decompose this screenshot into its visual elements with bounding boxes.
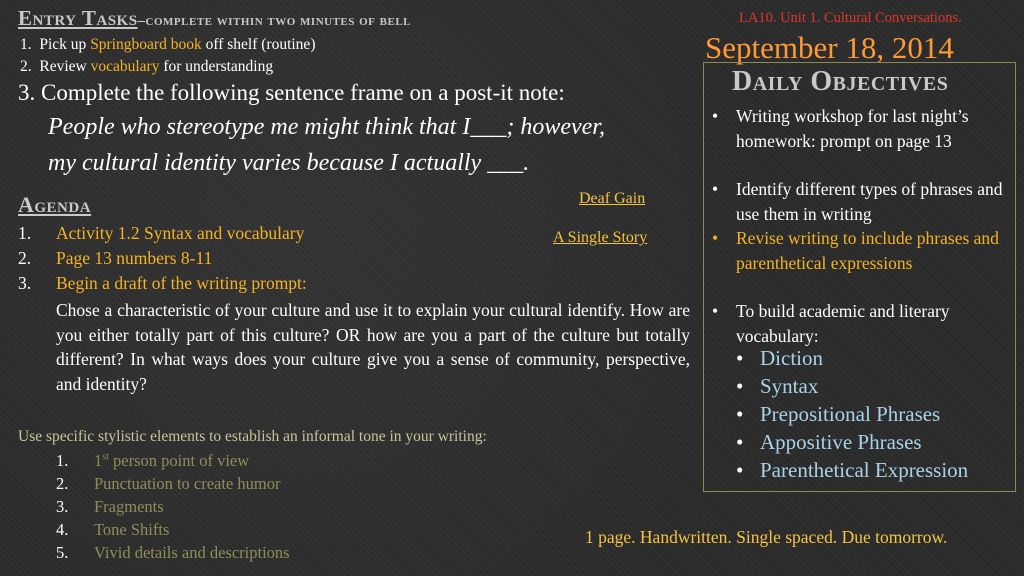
vocabulary-text: Syntax xyxy=(760,374,819,398)
element-number: 1. xyxy=(56,451,69,470)
date-title: September 18, 2014 xyxy=(705,30,954,65)
element-number: 3. xyxy=(56,497,69,516)
bullet-icon: • xyxy=(736,374,744,398)
element-text: Tone Shifts xyxy=(94,520,170,539)
sentence-frame-line-2: my cultural identity varies because I actually ___. xyxy=(48,150,530,176)
agenda-item-number: 1. xyxy=(18,223,32,243)
writing-prompt-body: Chose a characteristic of your culture and use it to explain your cultural identify. How are you either totally part of this culture? OR how are you a part of the culture but totally different? In what ways does your culture give you a sense of community, perspective, and identity? xyxy=(56,300,690,394)
entry-step-1 xyxy=(20,36,315,54)
assignment-note: 1 page. Handwritten. Single spaced. Due tomorrow. xyxy=(585,527,948,547)
entry-tasks-subtitle: –complete within two minutes of bell xyxy=(137,13,412,29)
element-number: 5. xyxy=(56,543,69,562)
step-text: Complete the following sentence frame on a post-it note: xyxy=(41,80,565,105)
vocabulary-text: Prepositional Phrases xyxy=(760,402,941,426)
step-number: 3. xyxy=(18,80,36,105)
bullet-icon: • xyxy=(712,106,719,126)
agenda-item-text: Begin a draft of the writing prompt: xyxy=(56,273,307,293)
element-text-sup: st xyxy=(102,451,109,463)
stylistic-intro: Use specific stylistic elements to establish an informal tone in your writing: xyxy=(18,428,487,445)
unit-label: LA10. Unit 1. Cultural Conversations. xyxy=(739,10,962,26)
step-text: for understanding xyxy=(159,58,274,75)
agenda-item-text: Page 13 numbers 8-11 xyxy=(56,248,213,268)
objective-item xyxy=(712,299,1012,348)
objective-item xyxy=(712,226,1012,275)
agenda-title: Agenda xyxy=(18,192,92,217)
vocabulary-item xyxy=(736,430,922,455)
vocabulary-item xyxy=(736,402,940,427)
sentence-frame-line-1: People who stereotype me might think that I___; however, xyxy=(48,114,605,140)
agenda-item-number: 2. xyxy=(18,248,32,268)
springboard-highlight: Springboard book xyxy=(90,36,202,53)
vocabulary-text: Diction xyxy=(760,346,823,370)
step-text: Review xyxy=(39,58,91,75)
objective-text: Revise writing to include phrases and parenthetical expressions xyxy=(736,228,999,273)
step-text: Pick up xyxy=(39,36,91,53)
objectives-title: Daily Objectives xyxy=(732,66,949,97)
element-text: Vivid details and descriptions xyxy=(94,543,290,562)
vocabulary-item xyxy=(736,458,968,483)
bullet-icon: • xyxy=(712,179,719,199)
vocabulary-item xyxy=(736,346,823,371)
entry-tasks-title: Entry Tasks xyxy=(18,6,138,30)
vocabulary-text: Parenthetical Expression xyxy=(760,458,969,482)
vocabulary-text: Appositive Phrases xyxy=(760,430,922,454)
element-number: 4. xyxy=(56,520,69,539)
element-text xyxy=(94,451,249,471)
bullet-icon: • xyxy=(736,346,744,370)
bullet-icon: • xyxy=(736,430,744,454)
entry-step-2 xyxy=(20,58,273,76)
vocabulary-highlight: vocabulary xyxy=(90,58,160,75)
objective-text: Writing workshop for last night’s homework: prompt on page 13 xyxy=(736,106,969,151)
step-number: 2. xyxy=(20,58,32,75)
bullet-icon: • xyxy=(712,301,719,321)
entry-tasks-heading xyxy=(18,6,411,31)
objective-text: Identify different types of phrases and use them in writing xyxy=(736,179,1003,224)
objective-text: To build academic and literary vocabulary: xyxy=(736,301,950,346)
objective-item xyxy=(712,104,1012,153)
single-story-link[interactable]: A Single Story xyxy=(553,229,648,246)
element-text-rest: person point of view xyxy=(108,451,250,470)
agenda-item-text: Activity 1.2 Syntax and vocabulary xyxy=(56,223,305,243)
element-text-num: 1 xyxy=(94,451,103,470)
deaf-gain-link[interactable]: Deaf Gain xyxy=(579,190,646,207)
step-text: off shelf (routine) xyxy=(201,36,316,53)
vocabulary-item xyxy=(736,374,818,399)
element-text: Fragments xyxy=(94,497,164,516)
agenda-item-number: 3. xyxy=(18,273,32,293)
bullet-icon: • xyxy=(712,228,719,248)
element-text: Punctuation to create humor xyxy=(94,474,281,493)
bullet-icon: • xyxy=(736,458,744,482)
step-number: 1. xyxy=(20,36,32,53)
objective-item xyxy=(712,177,1012,226)
entry-step-3 xyxy=(18,80,565,106)
bullet-icon: • xyxy=(736,402,744,426)
element-number: 2. xyxy=(56,474,69,493)
